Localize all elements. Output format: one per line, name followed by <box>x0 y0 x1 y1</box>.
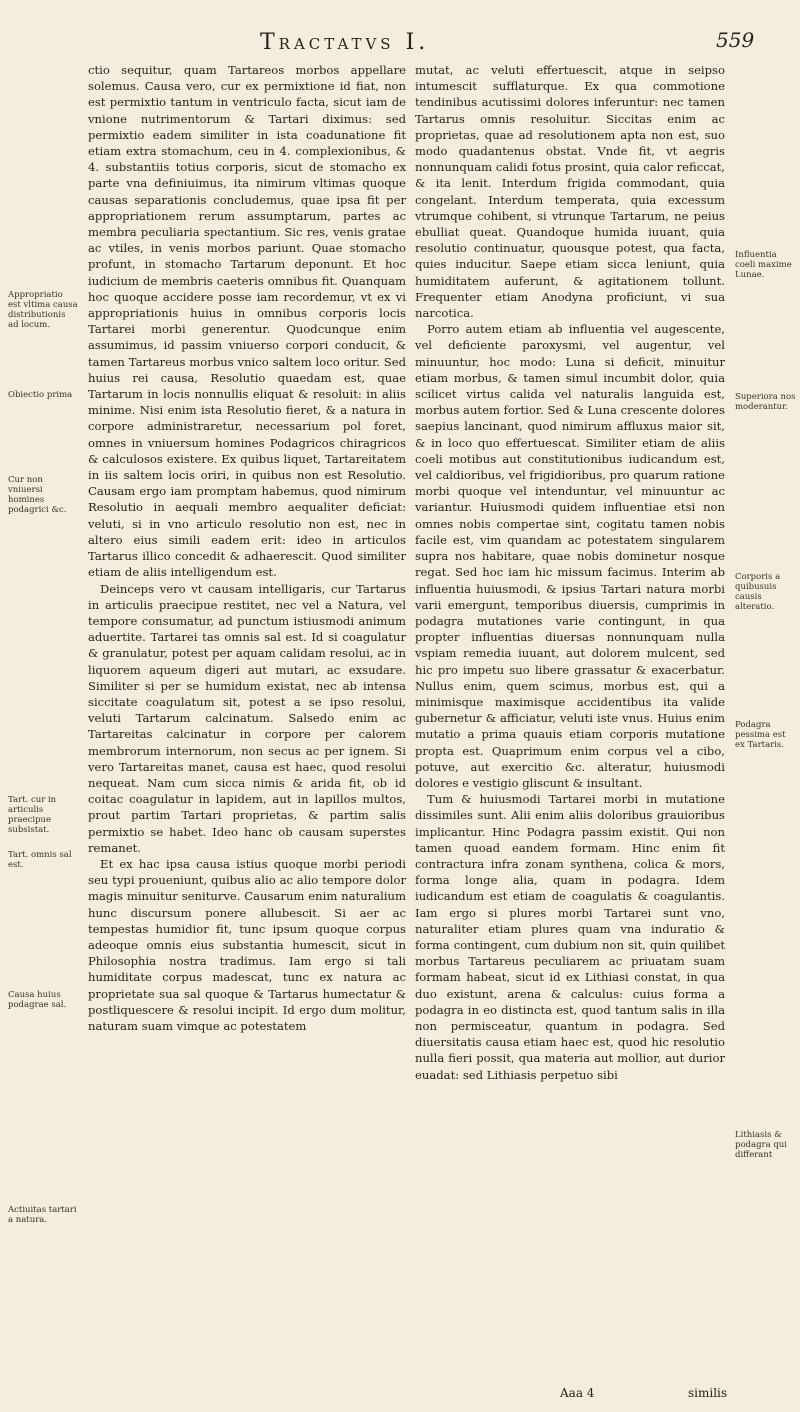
right-paragraph-2: Porro autem etiam ab influentia vel augescente, vel deficiente paroxysmi, vel augentur, vel minuuntur, hoc modo: Luna si deficit, minuitur etiam morbus, & tamen simul incumbit dolor, quia scilicet virtus calida vel naturalis languida est, morbus autem fortior. Sed & Luna crescente dolores saepius lancinant, quod nimirum affluxus maior sit, & in loco quo effertuescat. Similiter etiam de aliis coeli motibus aut constitutionibus iudicandum est, vel caldioribus, vel frigidioribus, pro quarum ratione morbi quoque vel intenduntur, vel minuuntur ac variantur. Huiusmodi quidem influentiae etsi non omnes nobis compertae sint, cogitatu tamen nobis facile est, vim quandam ac potestatem singularem supra nos habitare, quae nobis dominetur nosque regat. Sed hoc iam hic missum facimus. Interim ab influentia huiusmodi, & ipsius Tartari natura morbi varii emergunt, temporibus diuersis, cumprimis in podagra mutationes varie contingunt, in qua propter influentias diuersas nonnunquam nulla vspiam remedia iuuant, aut dolorem mulcent, sed hic pro impetu suo libere grassatur & exacerbatur. Nullus enim, quem scimus, morbus est, qui a minimisque maximisque accidentibus ita valide gubernetur & afficiatur, veluti iste vnus. Huius enim mutatio a prima quauis etiam corporis mutatione propta est. Quaprimum enim corpus vel a cibo, potuve, aut exercitio &c. alteratur, huiusmodi dolores e vestigio gliscunt & insultant. <box>415 322 725 790</box>
margin-note: Cur non vniuersi homines podagrici &c. <box>8 475 67 515</box>
margin-note: Causa huius podagrae sal. <box>8 990 67 1010</box>
margin-note: Tart. cur in articulis praecipue subsistat. <box>8 795 57 835</box>
margin-note: Actiuitas tartari a natura. <box>8 1205 77 1225</box>
margin-note: Obiectio prima <box>8 390 73 400</box>
left-paragraph-1: ctio sequitur, quam Tartareos morbos appellare solemus. Causa vero, cur ex permixtione id fiat, non est permixtio tantum in ventriculo facta, sicut iam de vnione nutrimentorum & Tartari diximus: sed permixtio eadem similiter in ista coadunatione fit etiam extra stomachum, ceu in 4. complexionibus, & 4. substantiis totius corporis, sicut de stomacho ex parte vna definiuimus, ita nimirum vltimas quoque causas separationis concludemus, quae ipsa fit per appropriationem rerum assumptarum, partes ac membra peculiaria spectantium. Sic res, venis gratae ac vtiles, in venis morbos pariunt. Quae stomacho profunt, in stomacho Tartarum deponunt. Et hoc iudicium de membris caeteris omnibus fit. Quanquam hoc quoque accidere posse iam recordemur, vt ex vi appropriationis huius in omnibus corporis locis Tartarei morbi generentur. Quodcunque enim assumimus, id passim vniuerso corpori conducit, & tamen Tartareus morbus vnico saltem loco oritur. Sed huius rei causa, Resolutio quaedam est, quae Tartarum in locis nonnullis eliquat & resoluit: in aliis minime. Nisi enim ista Resolutio fieret, & a natura in corpore administraretur, necessarium pol foret, omnes in vniuersum homines Podagricos chiragricos & calculosos existere. Ex quibus liquet, Tartareitatem in iis saltem locis oriri, in quibus non est Resolutio. Causam ergo iam promptam habemus, quod nimirum Resolutio in aequali membro aequaliter deficiat: veluti, si in vno articulo resolutio non est, nec in altero eius simili eadem erit: ideo in articulos Tartarus illico concedit & adhaerescit. Quod similiter etiam de aliis intelligendum est. <box>88 63 406 580</box>
margin-note: Appropriatio est vltima causa distributionis ad locum. <box>8 290 78 330</box>
right-paragraph-3: Tum & huiusmodi Tartarei morbi in mutatione dissimiles sunt. Alii enim aliis doloribus grauioribus implicantur. Hinc Podagra passim existit. Qui non tamen quoad eandem formam. Hinc enim fit contractura infra zonam synthena, colica & mors, forma longe alia, quam in podagra. Idem iudicandum est etiam de coagulatis & coagulantis. Iam ergo si plures morbi Tartarei sunt vno, naturaliter etiam plures quam vna induratio & forma contingent, cum dubium non sit, quin quilibet morbus Tartareus peculiarem ac priuatam suam formam habeat, sicut id ex Lithiasi constat, in qua duo existunt, arena & calculus: cuius forma a podagra in eo distincta est, quod tantum salis in illa non permisceatur, quantum in podagra. Sed diuersitatis causa etiam haec est, quod hic resolutio nulla fieri possit, qua materia aut mollior, aut durior euadat: sed Lithiasis perpetuo sibi <box>415 792 725 1082</box>
left-column <box>88 62 406 1034</box>
page-number: 559 <box>716 28 755 52</box>
running-head: Tractatvs I. <box>260 30 430 55</box>
margin-note: Podagra pessima est ex Tartaris. <box>735 720 786 750</box>
margin-note: Tart. omnis sal est. <box>8 850 72 870</box>
margin-note: Superiora nos moderantur. <box>735 392 796 412</box>
catchword: similis <box>688 1386 728 1400</box>
margin-note: Corporis a quibusuis causis alteratio. <box>735 572 781 612</box>
right-paragraph-1: mutat, ac veluti effertuescit, atque in seipso intumescit sufflaturque. Ex qua commotione tendinibus acutissimi dolores inferuntur: nec tamen Tartarus omnis resoluitur. Siccitas enim ac proprietas, quae ad resolutionem apta non est, suo modo quadantenus obstat. Vnde fit, vt aegris nonnunquam calidi fotus prosint, quia calor reficcat, & ita lenit. Interdum frigida commodant, quia congelant. Interdum temperata, quia excessum vtrumque cohibent, si vtrunque Tartarum, ne peius ebulliat queat. Quandoque humida iuuant, quia resolutio continuatur, quousque potest, qua facta, quies inducitur. Saepe etiam sicca leniunt, quia humiditatem auferunt, & agitationem tollunt. Frequenter etiam Anodyna proficiunt, vi sua narcotica. <box>415 63 725 321</box>
left-paragraph-3: Et ex hac ipsa causa istius quoque morbi periodi seu typi proueniunt, quibus alio ac alio tempore dolor magis minuitur seniturve. Causarum enim naturalium hunc discursum ponere allubescit. Si aer ac tempestas humidior fit, tunc ipsum quoque corpus adeoque omnis eius substantia humescit, sicut in Philosophia nostra tradimus. Iam ergo si tali humiditate corpus madescat, tunc ex natura ac proprietate sua sal quoque & Tartarus humectatur & postliquescere & resolui incipit. Id ergo dum molitur, naturam suam vimque ac potestatem <box>88 856 406 1033</box>
margin-note: Lithiasis & podagra qui differant <box>735 1130 787 1160</box>
right-column <box>415 62 725 1083</box>
margin-note: Influentia coeli maxime Lunae. <box>735 250 792 280</box>
signature-mark: Aaa 4 <box>560 1386 595 1400</box>
left-paragraph-2: Deinceps vero vt causam intelligaris, cur Tartarus in articulis praecipue restitet, nec vel a Natura, vel tempore consumatur, ad punctum istiusmodi animum aduertite. Tartarei tas omnis sal est. Id si coagulatur & granulatur, potest per aquam calidam resolui, ac in liquorem aqueum digeri aut mutari, ac exsudare. Similiter si per se humidum existat, nec ab intensa siccitate coagulatum sit, potest a se ipso resolui, veluti Tartarum calcinatum. Salsedo enim ac Tartareitas calcinatur in corpore per calorem membrorum internorum, non secus ac per ignem. Si vero Tartareitas manet, causa est haec, quod resolui nequeat. Nam cum sicca nimis & arida fit, ob id coitac coagulatur in lapidem, aut in lapillos multos, prout partim Tartari proprietas, & partim salis permixtio se habet. Ideo hanc ob causam superstes remanet. <box>88 581 406 855</box>
